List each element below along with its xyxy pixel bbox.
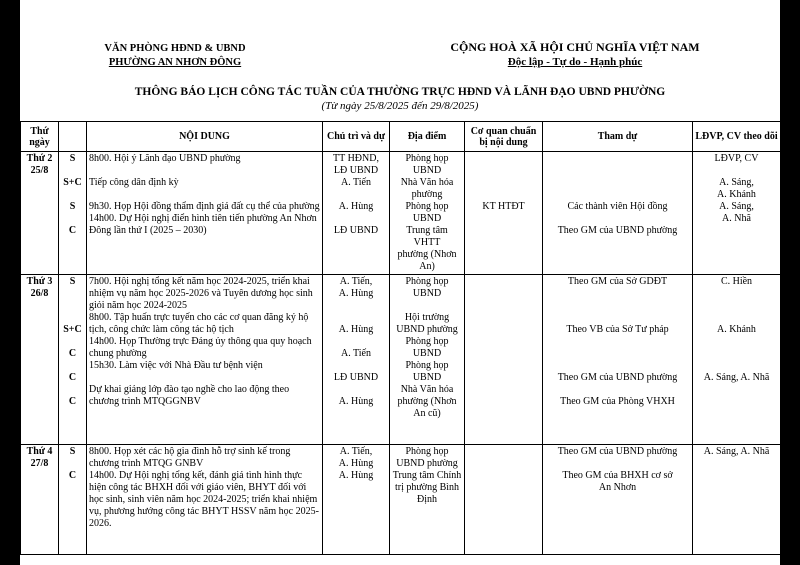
agency-header: [55, 42, 295, 70]
col-header-attend: Tham dự: [543, 122, 693, 152]
content-cell: 7h00. Hội nghị tổng kết năm học 2024-2025, triển khai nhiệm vụ năm học 2025-2026 và Tuyên dương học sinh giỏi năm học 2024-2025 8h00. Tập huấn trực tuyến cho các cơ quan đăng ký hộ tịch, công chức làm công tác hộ tịch 14h00. Họp Thường trực Đảng ủy thông qua quy hoạch chung phường 15h30. Làm việc với Nhà Đầu tư bệnh viện Dự khai giảng lớp đào tạo nghề cho lao động theo chương trình MTQGGNBV: [87, 275, 323, 445]
document-page: [20, 0, 780, 565]
prep-cell: KT HTĐT: [465, 152, 543, 275]
table-row: [21, 275, 781, 445]
chair-cell: A. Tiến, A. Hùng A. Hùng: [323, 445, 390, 555]
place-cell: Phòng họp UBND phường Trung tâm Chính trị phường Bình Định: [390, 445, 465, 555]
session-cell: S S+C C C C: [59, 275, 87, 445]
national-title: CỘNG HOÀ XÃ HỘI CHỦ NGHĨA VIỆT NAM: [450, 40, 700, 54]
col-header-content: NỘI DUNG: [87, 122, 323, 152]
agency-name: VĂN PHÒNG HĐND & UBND: [104, 43, 246, 54]
day-cell: Thứ 2 25/8: [21, 152, 59, 275]
attend-cell: Theo GM của Sở GDĐT Theo VB của Sở Tư pháp Theo GM của UBND phường Theo GM của Phòng VHXH: [543, 275, 693, 445]
national-motto: Độc lập - Tự do - Hạnh phúc: [507, 56, 643, 68]
session-cell: S C: [59, 445, 87, 555]
col-header-place: Địa điểm: [390, 122, 465, 152]
follow-cell: A. Sáng, A. Nhã: [693, 445, 781, 555]
national-header: [410, 40, 740, 70]
table-header-row: [21, 122, 781, 152]
col-header-chair: Chủ trì và dự: [323, 122, 390, 152]
document-subtitle: (Từ ngày 25/8/2025 đến 29/8/2025): [321, 100, 479, 112]
day-cell: Thứ 3 26/8: [21, 275, 59, 445]
follow-cell: C. Hiền A. Khánh A. Sáng, A. Nhã: [693, 275, 781, 445]
content-cell: 8h00. Hội ý Lãnh đạo UBND phường Tiếp công dân định kỳ 9h30. Họp Hội đồng thẩm định giá đất cụ thể của phường 14h00. Dự Hội nghị điển hình tiên tiến phường An Nhơn Đông lần thứ I (2025 – 2030): [87, 152, 323, 275]
session-cell: S S+C S C: [59, 152, 87, 275]
prep-cell: [465, 445, 543, 555]
col-header-prep: Cơ quan chuẩn bị nội dung: [465, 122, 543, 152]
table-row: [21, 445, 781, 555]
col-header-day: Thứ ngày: [21, 122, 59, 152]
chair-cell: TT HĐND, LĐ UBND A. Tiến A. Hùng LĐ UBND: [323, 152, 390, 275]
col-header-follow: LĐVP, CV theo dõi: [693, 122, 781, 152]
col-header-session: [59, 122, 87, 152]
attend-cell: Theo GM của UBND phường Theo GM của BHXH cơ sở An Nhơn: [543, 445, 693, 555]
day-cell: Thứ 4 27/8: [21, 445, 59, 555]
schedule-table: [20, 121, 780, 555]
content-cell: 8h00. Họp xét các hộ gia đình hỗ trợ sinh kế trong chương trình MTQG GNBV 14h00. Dự Hội nghị tổng kết, đánh giá tình hình thực hiện công tác BHXH đối với giáo viên, BHYT đối với học sinh, sinh viên năm học 2024-2025; triển khai nhiệm vụ, phương hướng công tác BHYT HSSV năm học 2025-2026.: [87, 445, 323, 555]
place-cell: Phòng họp UBND Nhà Văn hóa phường Phòng họp UBND Trung tâm VHTT phường (Nhơn An): [390, 152, 465, 275]
ward-name: PHƯỜNG AN NHƠN ĐÔNG: [108, 57, 242, 68]
follow-cell: LĐVP, CV A. Sáng, A. Khánh A. Sáng, A. Nhã: [693, 152, 781, 275]
place-cell: Phòng họp UBND Hội trường UBND phường Phòng họp UBND Phòng họp UBND Nhà Văn hóa phường (Nhơn An cũ): [390, 275, 465, 445]
table-row: [21, 152, 781, 275]
attend-cell: Các thành viên Hội đồng Theo GM của UBND phường: [543, 152, 693, 275]
prep-cell: [465, 275, 543, 445]
document-title: THÔNG BÁO LỊCH CÔNG TÁC TUẦN CỦA THƯỜNG TRỰC HĐND VÀ LÃNH ĐẠO UBND PHƯỜNG: [134, 86, 666, 98]
chair-cell: A. Tiến, A. Hùng A. Hùng A. Tiến LĐ UBND A. Hùng: [323, 275, 390, 445]
